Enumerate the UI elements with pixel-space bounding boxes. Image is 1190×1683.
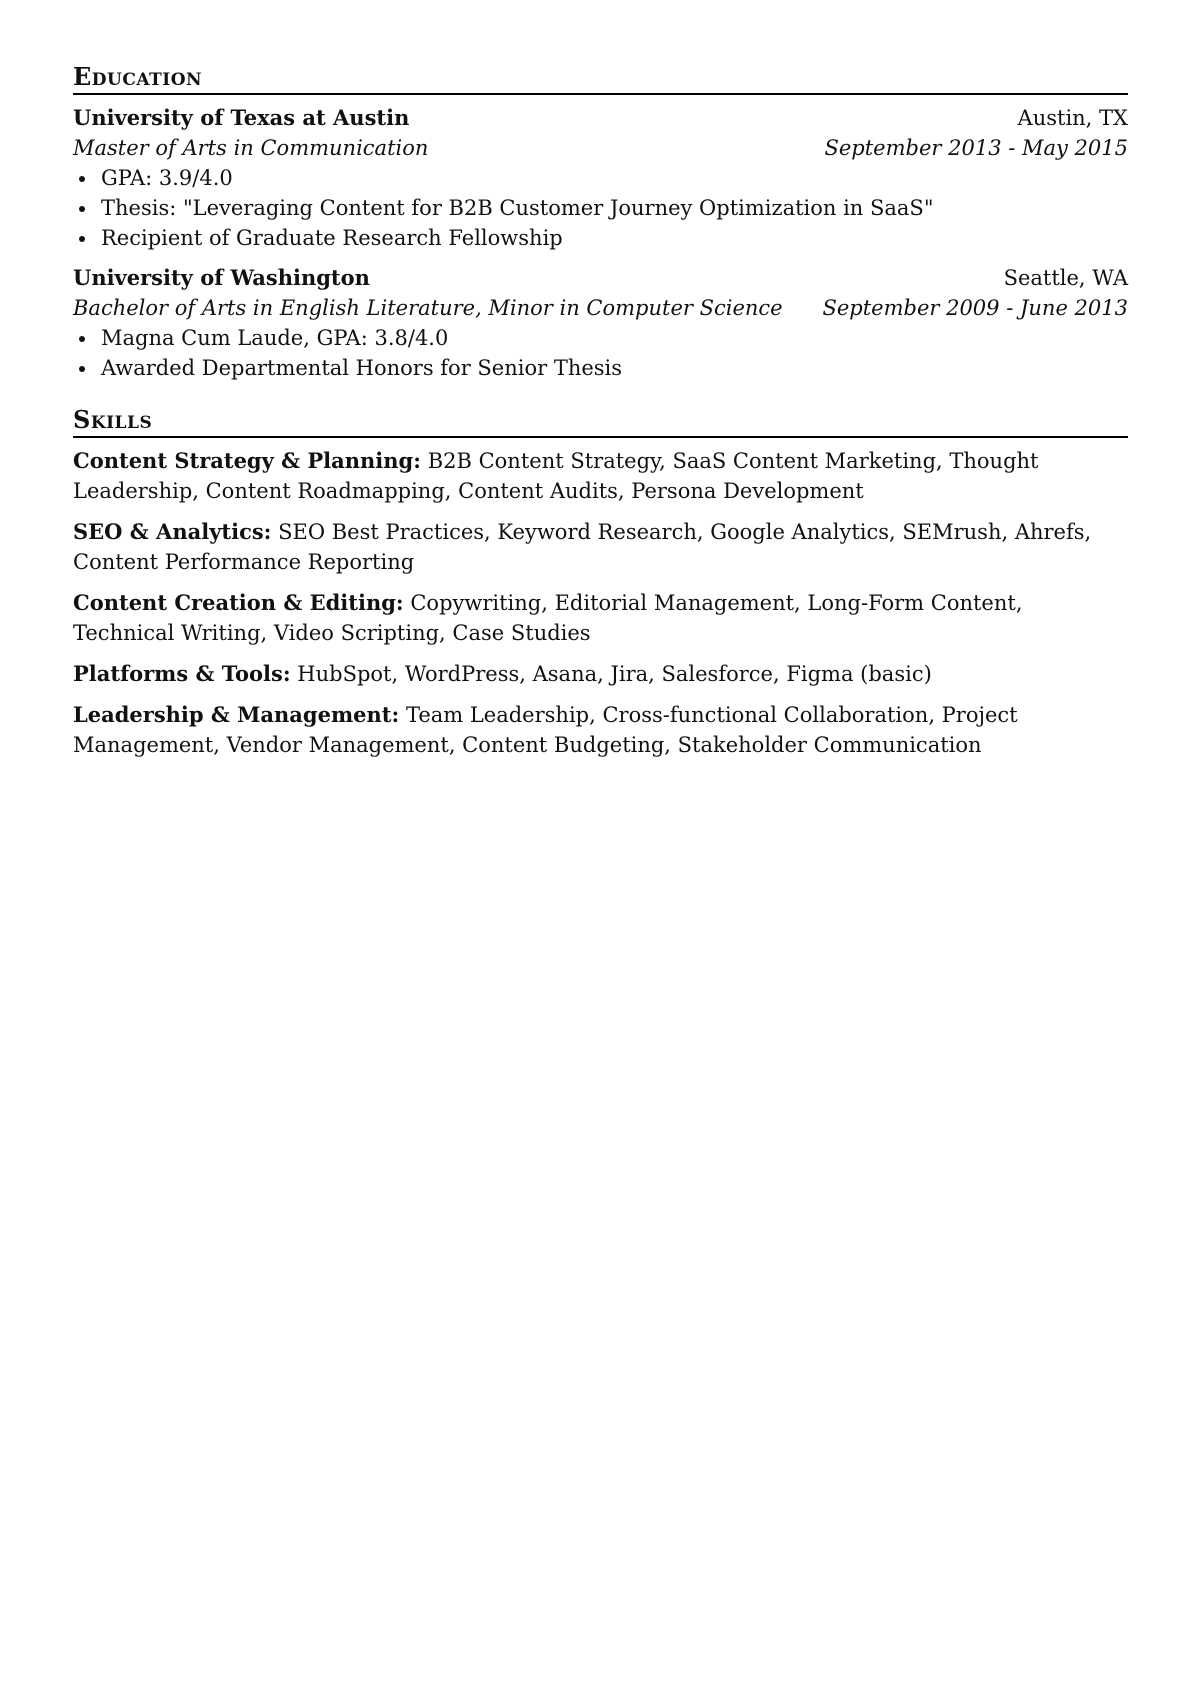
skill-list: SEO Best Practices, Keyword Research, Google Analytics, SEMrush, Ahrefs, Content Performance Reporting	[73, 520, 1092, 574]
bullet-item: Recipient of Graduate Research Fellowship	[73, 223, 1128, 253]
school-name: University of Washington	[73, 265, 370, 290]
date-range: September 2013 - May 2015	[824, 136, 1128, 160]
skill-category: Leadership & Management:	[73, 702, 400, 727]
skill-category: Content Creation & Editing:	[73, 590, 404, 615]
skill-item	[73, 700, 1128, 760]
skills-section	[73, 405, 1128, 760]
school-name: University of Texas at Austin	[73, 105, 410, 130]
skill-list: Copywriting, Editorial Management, Long-Form Content, Technical Writing, Video Scripting, Case Studies	[73, 591, 1023, 645]
date-range: September 2009 - June 2013	[822, 296, 1128, 320]
education-section	[73, 62, 1128, 383]
skill-item	[73, 517, 1128, 577]
education-entry-subheader	[73, 133, 1128, 163]
bullet-item: Magna Cum Laude, GPA: 3.8/4.0	[73, 323, 1128, 353]
skill-item	[73, 588, 1128, 648]
skill-list: Team Leadership, Cross-functional Collaboration, Project Management, Vendor Management, Content Budgeting, Stakeholder Communication	[73, 703, 1018, 757]
degree: Master of Arts in Communication	[73, 136, 429, 160]
education-entry-header	[73, 263, 1128, 293]
school-location: Seattle, WA	[1003, 266, 1128, 290]
bullet-item: GPA: 3.9/4.0	[73, 163, 1128, 193]
resume-page	[73, 62, 1128, 771]
skill-list: HubSpot, WordPress, Asana, Jira, Salesforce, Figma (basic)	[297, 662, 932, 686]
bullet-list	[73, 323, 1128, 383]
bullet-list	[73, 163, 1128, 253]
skill-list: B2B Content Strategy, SaaS Content Marketing, Thought Leadership, Content Roadmapping, Content Audits, Persona Development	[73, 449, 1039, 503]
skill-category: Platforms & Tools:	[73, 661, 291, 686]
education-heading: Education	[73, 62, 1128, 95]
skill-item	[73, 446, 1128, 506]
bullet-item: Thesis: "Leveraging Content for B2B Customer Journey Optimization in SaaS"	[73, 193, 1128, 223]
bullet-item: Awarded Departmental Honors for Senior Thesis	[73, 353, 1128, 383]
education-entry-subheader	[73, 293, 1128, 323]
skills-heading: Skills	[73, 405, 1128, 438]
degree: Bachelor of Arts in English Literature, Minor in Computer Science	[73, 296, 783, 320]
skill-category: SEO & Analytics:	[73, 519, 272, 544]
school-location: Austin, TX	[1017, 106, 1128, 130]
skill-item	[73, 659, 1128, 689]
skill-category: Content Strategy & Planning:	[73, 448, 421, 473]
education-entry	[73, 103, 1128, 253]
education-entry-header	[73, 103, 1128, 133]
education-entry	[73, 263, 1128, 383]
